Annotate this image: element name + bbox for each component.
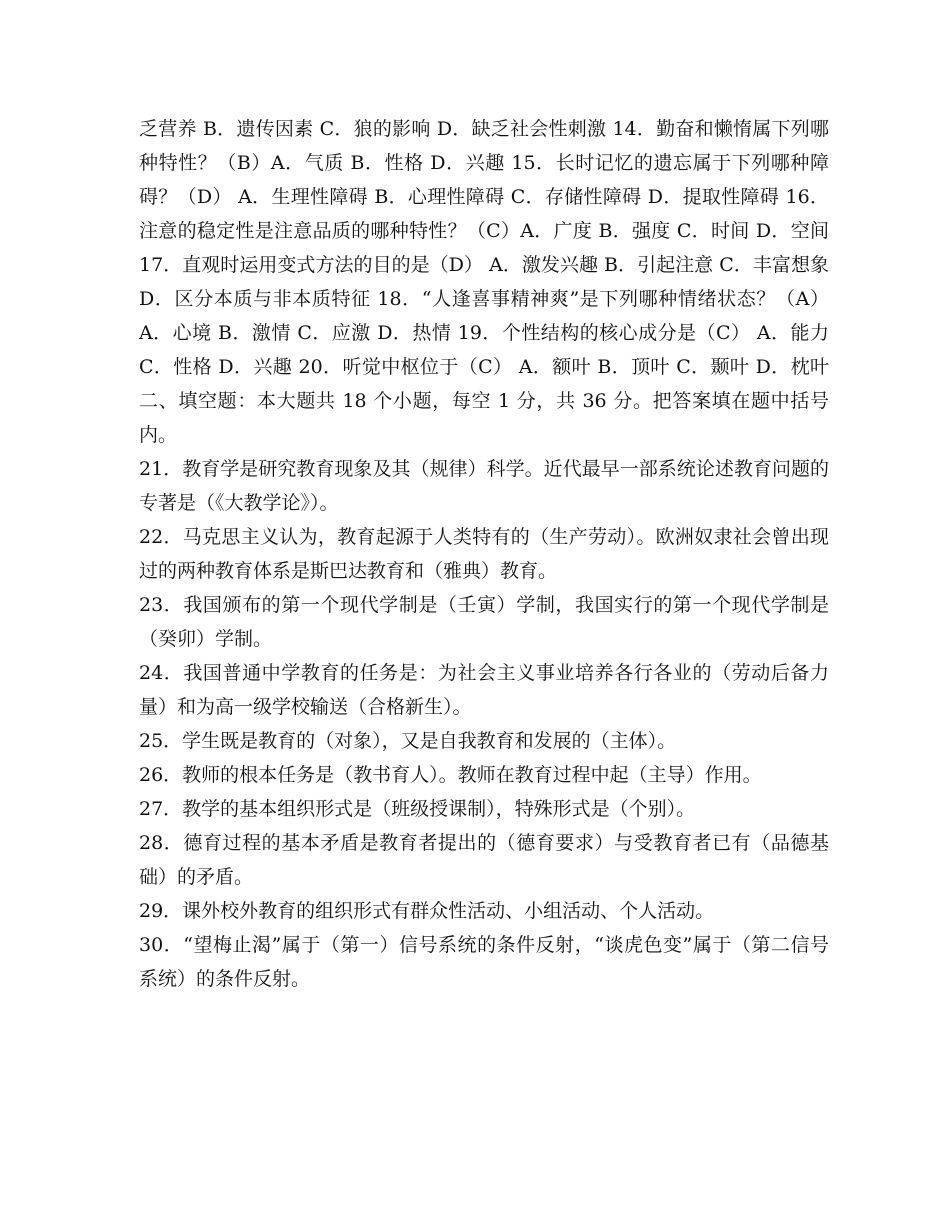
paragraph-24: 24．我国普通中学教育的任务是：为社会主义事业培养各行各业的（劳动后备力量）和为高一级学校输送（合格新生）。 (139, 662, 829, 718)
paragraph-23: 23．我国颁布的第一个现代学制是（壬寅）学制，我国实行的第一个现代学制是（癸卯）学制。 (139, 594, 829, 650)
paragraph-26: 26．教师的根本任务是（教书育人）。教师在教育过程中起（主导）作用。 (139, 764, 762, 786)
paragraph-questions-14-20: 乏营养 B．遗传因素 C．狼的影响 D．缺乏社会性刺激 14．勤奋和懒惰属下列哪种特性？（B）A．气质 B．性格 D．兴趣 15．长时记忆的遗忘属于下列哪种障碍？（D） A．生理性障碍 B．心理性障碍 C．存储性障碍 D．提取性障碍 16．注意的稳定性是注意品质的哪种特性？（C）A．广度 B．强度 C．时间 D．空间 17．直观时运用变式方法的目的是（D） A．激发兴趣 B．引起注意 C．丰富想象 D．区分本质与非本质特征 18．“人逢喜事精神爽”是下列哪种情绪状态？（A）A．心境 B．激情 C．应激 D．热情 19．个性结构的核心成分是（C） A．能力 C．性格 D．兴趣 20．听觉中枢位于（C） A．额叶 B．顶叶 C．颞叶 D．枕叶 二、填空题：本大题共 18 个小题，每空 1 分，共 36 分。把答案填在题中括号内。 (139, 118, 829, 446)
paragraph-25: 25．学生既是教育的（对象），又是自我教育和发展的（主体）。 (139, 730, 677, 752)
paragraph-22: 22．马克思主义认为，教育起源于人类特有的（生产劳动）。欧洲奴隶社会曾出现过的两种教育体系是斯巴达教育和（雅典）教育。 (139, 526, 829, 582)
paragraph-28: 28．德育过程的基本矛盾是教育者提出的（德育要求）与受教育者已有（品德基础）的矛盾。 (139, 832, 829, 888)
paragraph-27: 27．教学的基本组织形式是（班级授课制），特殊形式是（个别）。 (139, 798, 696, 820)
paragraph-21: 21．教育学是研究教育现象及其（规律）科学。近代最早一部系统论述教育问题的专著是（《大教学论》）。 (139, 458, 829, 514)
document-body (139, 112, 829, 996)
paragraph-29: 29．课外校外教育的组织形式有群众性活动、小组活动、个人活动。 (139, 900, 715, 922)
paragraph-30: 30．“望梅止渴”属于（第一）信号系统的条件反射，“谈虎色变”属于（第二信号系统）的条件反射。 (139, 934, 829, 990)
